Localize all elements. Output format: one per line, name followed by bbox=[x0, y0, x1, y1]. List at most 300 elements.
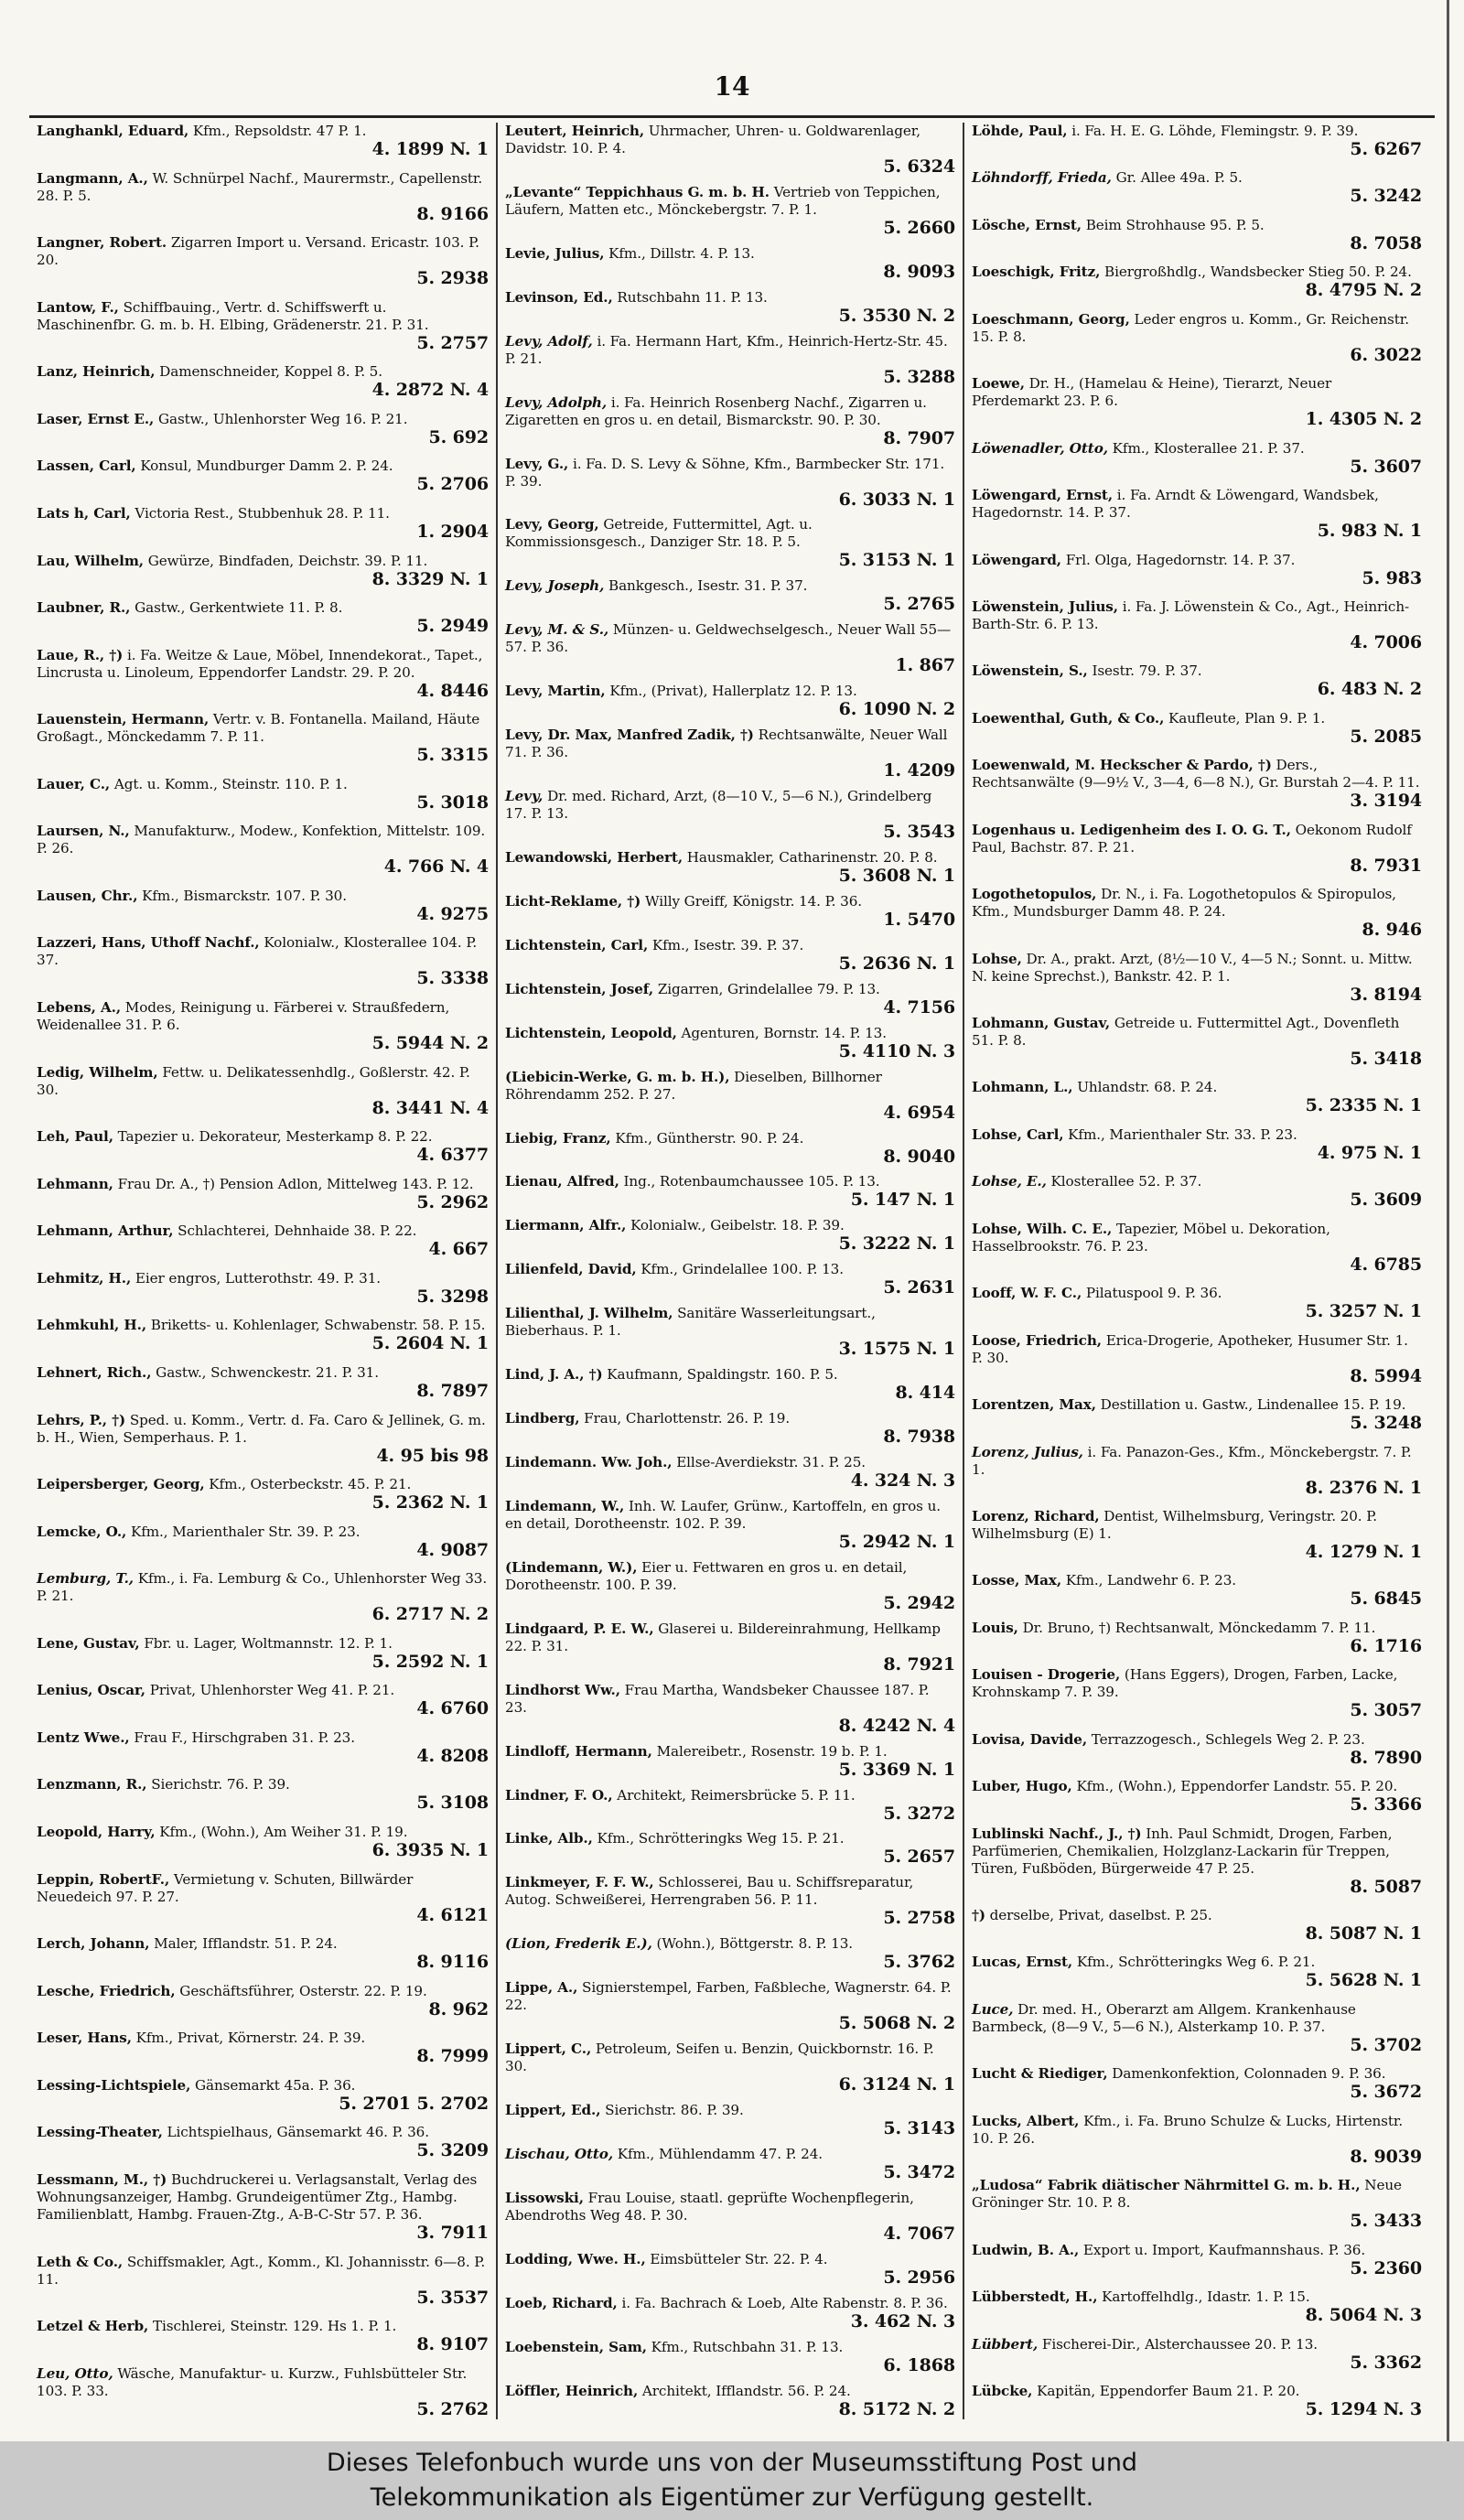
entry-phone: 6. 2717 N. 2 bbox=[371, 1604, 489, 1625]
entry-name: Lohse, bbox=[972, 950, 1022, 967]
directory-entry bbox=[37, 505, 489, 542]
entry-name: Lübberstedt, H., bbox=[972, 2288, 1098, 2306]
entry-phone: 5. 5068 N. 2 bbox=[838, 2013, 955, 2034]
entry-details: i. Fa. H. E. G. Löhde, Flemingstr. 9. P. 39. bbox=[1071, 123, 1359, 139]
entry-phone: 8. 5087 N. 1 bbox=[1305, 1923, 1422, 1944]
entry-phone: 5. 2942 N. 1 bbox=[838, 1531, 955, 1552]
entry-name: Lippert, Ed., bbox=[505, 2102, 601, 2119]
entry-phone: 5. 3433 bbox=[1350, 2211, 1422, 2232]
entry-name: Licht-Reklame, †) bbox=[505, 892, 641, 910]
entry-name: Lichtenstein, Carl, bbox=[505, 936, 649, 953]
entry-name: Lublinski Nachf., J., †) bbox=[972, 1825, 1142, 1842]
entry-name: Levy, M. & S., bbox=[505, 621, 609, 639]
directory-entry bbox=[505, 981, 955, 1018]
entry-phone: 5. 2362 N. 1 bbox=[371, 1492, 489, 1513]
entry-phone: 5. 3222 N. 1 bbox=[838, 1233, 955, 1255]
entry-phone: 5. 3298 bbox=[416, 1286, 489, 1307]
entry-name: Löwengard, Ernst, bbox=[972, 487, 1114, 504]
entry-details: Pilatuspool 9. P. 36. bbox=[1085, 1285, 1222, 1302]
entry-phone-row bbox=[37, 905, 489, 924]
entry-phone: 5. 3315 bbox=[416, 745, 489, 766]
entry-phone-row bbox=[505, 1804, 955, 1824]
entry-name: Lau, Wilhelm, bbox=[37, 552, 144, 569]
directory-entry bbox=[505, 1874, 955, 1928]
entry-phone-row bbox=[37, 1287, 489, 1307]
entry-details: i. Fa. Panazon-Ges., Kfm., Mönckebergstr. 7. P. 1. bbox=[972, 1443, 1412, 1478]
entry-name: Lentz Wwe., bbox=[37, 1728, 130, 1746]
entry-name: Lohmann, L., bbox=[972, 1079, 1073, 1096]
entry-details: Frau, Charlottenstr. 26. P. 19. bbox=[584, 1410, 791, 1427]
entry-phone-row bbox=[972, 410, 1422, 429]
entry-name: Lilienthal, J. Wilhelm, bbox=[505, 1305, 673, 1322]
entry-name: Looff, W. F. C., bbox=[972, 1285, 1082, 1302]
entry-name: Lorentzen, Max, bbox=[972, 1396, 1096, 1414]
entry-phone-row bbox=[505, 761, 955, 781]
entry-details: i. Fa. Weitze & Laue, Möbel, Innendekorat., Tapet., Lincrusta u. Linoleum, Eppendorfer Landstr. 29. P. 20. bbox=[37, 646, 483, 681]
directory-entry bbox=[972, 1015, 1422, 1069]
entry-phone-row bbox=[505, 307, 955, 326]
directory-entry bbox=[972, 2242, 1422, 2278]
directory-entry bbox=[505, 1410, 955, 1447]
entry-phone: 4. 6785 bbox=[1350, 1254, 1422, 1275]
directory-entry bbox=[972, 1825, 1422, 1897]
entry-phone-row bbox=[505, 219, 955, 238]
entry-phone: 4. 6760 bbox=[416, 1698, 489, 1719]
entry-details: Kfm., Landwehr 6. P. 23. bbox=[1065, 1572, 1236, 1589]
entry-phone-row bbox=[37, 793, 489, 813]
directory-entry bbox=[972, 662, 1422, 699]
entry-phone-row bbox=[37, 1240, 489, 1259]
entry-phone: 5. 2660 bbox=[883, 217, 955, 238]
directory-columns bbox=[29, 123, 1435, 2419]
directory-entry bbox=[505, 1173, 955, 1210]
entry-details: Biergroßhdlg., Wandsbecker Stieg 50. P. 24. bbox=[1104, 264, 1412, 281]
entry-phone: 5. 2706 bbox=[416, 474, 489, 495]
entry-name: Löhndorff, Frieda, bbox=[972, 169, 1112, 187]
entry-phone: 5. 692 bbox=[428, 426, 489, 447]
entry-name: Lilienfeld, David, bbox=[505, 1261, 637, 1278]
entry-name: Lorenz, Julius, bbox=[972, 1443, 1083, 1460]
entry-name: Logothetopulos, bbox=[972, 886, 1097, 903]
directory-entry bbox=[505, 621, 955, 675]
entry-details: Gastw., Schwenckestr. 21. P. 31. bbox=[156, 1363, 379, 1381]
entry-name: Louis, bbox=[972, 1619, 1018, 1636]
directory-entry bbox=[37, 1824, 489, 1860]
directory-entry bbox=[505, 456, 955, 510]
entry-phone-row bbox=[972, 1050, 1422, 1069]
entry-phone: 5. 1294 N. 3 bbox=[1305, 2398, 1422, 2419]
directory-entry bbox=[37, 553, 489, 589]
entry-phone: 4. 1279 N. 1 bbox=[1305, 1541, 1422, 1562]
entry-phone-row bbox=[972, 856, 1422, 876]
entry-phone-row bbox=[505, 1190, 955, 1210]
entry-details: Zigarren Import u. Versand. Ericastr. 103. P. 20. bbox=[37, 234, 479, 269]
entry-name: Leh, Paul, bbox=[37, 1128, 113, 1146]
entry-details: Kfm., i. Fa. Lemburg & Co., Uhlenhorster Weg 33. P. 21. bbox=[37, 1570, 488, 1605]
entry-name: Lindgaard, P. E. W., bbox=[505, 1620, 654, 1637]
entry-details: Getreide u. Futtermittel Agt., Dovenfleth 51. P. 8. bbox=[972, 1015, 1400, 1049]
entry-phone: 1. 867 bbox=[895, 655, 955, 676]
entry-phone-row bbox=[37, 857, 489, 877]
entry-phone: 4. 8446 bbox=[416, 680, 489, 701]
entry-phone: 8. 7890 bbox=[1350, 1747, 1422, 1768]
entry-details: Vertr. v. B. Fontanella. Mailand, Häute Großagt., Mönckedamm 7. P. 11. bbox=[37, 711, 480, 746]
directory-entry bbox=[37, 1635, 489, 1672]
entry-phone: 8. 946 bbox=[1362, 920, 1422, 941]
entry-phone: 8. 9107 bbox=[416, 2334, 489, 2355]
entry-phone-row bbox=[37, 1493, 489, 1513]
entry-phone: 5. 3362 bbox=[1350, 2352, 1422, 2373]
entry-phone-row bbox=[972, 2036, 1422, 2055]
entry-details: Destillation u. Gastw., Lindenallee 15. P. 19. bbox=[1100, 1396, 1406, 1414]
entry-name: Lehmann, bbox=[37, 1175, 113, 1192]
entry-details: Kolonialw., Klosterallee 104. P. 37. bbox=[37, 934, 478, 969]
entry-phone: 8. 9116 bbox=[416, 1952, 489, 1973]
entry-name: Lohse, Carl, bbox=[972, 1125, 1064, 1143]
entry-phone: 3. 7911 bbox=[416, 2222, 489, 2243]
entry-details: Kfm., Schrötteringks Weg 6. P. 21. bbox=[1076, 1954, 1316, 1971]
entry-name: Lehmitz, H., bbox=[37, 1269, 132, 1287]
entry-name: †) bbox=[972, 1907, 985, 1923]
entry-name: Lodding, Wwe. H., bbox=[505, 2250, 646, 2267]
entry-name: Lesche, Friedrich, bbox=[37, 1982, 176, 1999]
entry-details: Dr. med. H., Oberarzt am Allgem. Krankenhause Barmbeck, (8—9 V., 5—6 N.), Alsterkamp 10. P. 37. bbox=[972, 2000, 1356, 2035]
directory-entry bbox=[37, 888, 489, 924]
entry-details: Oekonom Rudolf Paul, Bachstr. 87. P. 21. bbox=[972, 821, 1412, 856]
entry-phone: 8. 962 bbox=[428, 1998, 489, 2019]
entry-details: Eier u. Fettwaren en gros u. en detail, Dorotheenstr. 100. P. 39. bbox=[505, 1558, 908, 1593]
directory-entry bbox=[505, 2146, 955, 2182]
entry-name: Löwenstein, S., bbox=[972, 662, 1088, 680]
entry-phone-row bbox=[972, 2400, 1422, 2419]
entry-name: Laubner, R., bbox=[37, 599, 131, 617]
directory-entry bbox=[37, 1128, 489, 1165]
entry-details: Uhrmacher, Uhren- u. Goldwarenlager, Davidstr. 10. P. 4. bbox=[505, 123, 920, 156]
entry-name: Leser, Hans, bbox=[37, 2030, 132, 2047]
directory-entry bbox=[37, 1317, 489, 1353]
entry-name: (Liebicin-Werke, G. m. b. H.), bbox=[505, 1068, 730, 1085]
entry-phone: 5. 147 N. 1 bbox=[850, 1190, 955, 1211]
entry-name: Lindberg, bbox=[505, 1410, 580, 1427]
directory-entry bbox=[505, 289, 955, 326]
entry-name: Levy, G., bbox=[505, 455, 569, 472]
entry-phone-row bbox=[505, 1147, 955, 1167]
entry-phone-row bbox=[37, 2000, 489, 2019]
entry-phone-row bbox=[505, 823, 955, 842]
entry-details: (Wohn.), Böttgerstr. 8. P. 13. bbox=[656, 1935, 854, 1953]
entry-phone: 5. 3472 bbox=[883, 2161, 955, 2182]
entry-phone: 5. 3257 N. 1 bbox=[1305, 1301, 1422, 1322]
entry-phone-row bbox=[972, 187, 1422, 206]
entry-phone-row bbox=[972, 792, 1422, 811]
directory-entry bbox=[37, 1935, 489, 1972]
entry-phone-row bbox=[505, 656, 955, 675]
entry-phone-row bbox=[505, 1533, 955, 1552]
entry-phone: 5. 3018 bbox=[416, 792, 489, 813]
entry-details: Buchdruckerei u. Verlagsanstalt, Verlag des Wohnungsanzeiger, Hambg. Grundeigentümer Ztg., Hambg. Familienblatt, Hambg. Frauen-Ztg., A-B-C-Str 57. P. 36. bbox=[37, 2170, 478, 2223]
entry-phone-row bbox=[37, 1841, 489, 1860]
entry-details: Kfm., Repsoldstr. 47 P. 1. bbox=[192, 123, 367, 139]
entry-phone-row bbox=[972, 2083, 1422, 2102]
directory-entry bbox=[505, 1261, 955, 1298]
entry-phone: 4. 9275 bbox=[416, 903, 489, 924]
directory-entry bbox=[505, 788, 955, 842]
entry-details: Agenturen, Bornstr. 14. P. 13. bbox=[681, 1024, 887, 1041]
entry-phone-row bbox=[505, 263, 955, 282]
entry-phone-row bbox=[505, 429, 955, 448]
directory-entry bbox=[37, 1064, 489, 1118]
entry-phone-row bbox=[37, 969, 489, 988]
entry-phone-row bbox=[37, 2288, 489, 2308]
entry-name: Lindhorst Ww., bbox=[505, 1681, 620, 1698]
entry-phone: 3. 8194 bbox=[1350, 984, 1422, 1005]
entry-details: Kfm., Privat, Körnerstr. 24. P. 39. bbox=[135, 2030, 366, 2047]
directory-entry bbox=[37, 123, 489, 159]
entry-details: Tischlerei, Steinstr. 129. Hs 1. P. 1. bbox=[152, 2318, 397, 2335]
entry-phone-row bbox=[37, 570, 489, 589]
entry-phone-row bbox=[37, 2400, 489, 2419]
entry-name: Langhankl, Eduard, bbox=[37, 123, 189, 139]
directory-entry bbox=[37, 2365, 489, 2419]
entry-phone: 4. 7067 bbox=[883, 2223, 955, 2244]
directory-entry bbox=[37, 1524, 489, 1560]
entry-details: Sped. u. Komm., Vertr. d. Fa. Caro & Jellinek, G. m. b. H., Wien, Semperhaus. P. 1. bbox=[37, 1411, 486, 1446]
entry-details: Terrazzogesch., Schlegels Weg 2. P. 23. bbox=[1091, 1730, 1365, 1748]
entry-details: Kartoffelhdlg., Idastr. 1. P. 15. bbox=[1102, 2288, 1310, 2306]
entry-details: Architekt, Reimersbrücke 5. P. 11. bbox=[617, 1786, 856, 1804]
entry-phone-row bbox=[37, 1447, 489, 1466]
entry-name: Lösche, Ernst, bbox=[972, 216, 1082, 233]
directory-entry bbox=[972, 487, 1422, 541]
directory-entry bbox=[505, 1682, 955, 1736]
entry-phone: 6. 483 N. 2 bbox=[1317, 679, 1422, 700]
directory-entry bbox=[505, 1743, 955, 1780]
directory-entry bbox=[505, 1498, 955, 1552]
entry-details: Lichtspielhaus, Gänsemarkt 46. P. 36. bbox=[167, 2124, 429, 2141]
directory-entry bbox=[505, 1621, 955, 1675]
header-rule bbox=[29, 115, 1435, 118]
directory-entry bbox=[972, 1396, 1422, 1433]
entry-details: Vertrieb von Teppichen, Läufern, Matten etc., Mönckebergstr. 7. P. 1. bbox=[505, 183, 941, 218]
directory-entry bbox=[972, 552, 1422, 588]
entry-details: Rutschbahn 11. P. 13. bbox=[617, 288, 768, 306]
entry-name: Lehmkuhl, H., bbox=[37, 1317, 147, 1334]
entry-name: Lausen, Chr., bbox=[37, 887, 138, 904]
directory-entry bbox=[505, 394, 955, 448]
entry-name: Lessmann, M., †) bbox=[37, 2170, 167, 2188]
directory-entry bbox=[37, 1476, 489, 1513]
entry-name: Lehrs, P., †) bbox=[37, 1411, 126, 1428]
entry-details: Schiffbauing., Vertr. d. Schiffswerft u. Maschinenfbr. G. m. b. H. Elbing, Grädenerstr. 21. P. 31. bbox=[37, 298, 429, 333]
entry-phone-row bbox=[972, 458, 1422, 477]
entry-phone-row bbox=[37, 1953, 489, 1972]
entry-details: Willy Greiff, Königstr. 14. P. 36. bbox=[644, 892, 862, 910]
entry-phone-row bbox=[505, 700, 955, 719]
directory-entry bbox=[37, 458, 489, 494]
entry-name: Ludwin, B. A., bbox=[972, 2241, 1080, 2258]
entry-phone: 1. 4305 N. 2 bbox=[1305, 409, 1422, 430]
directory-entry bbox=[37, 1871, 489, 1925]
entry-phone: 8. 7897 bbox=[416, 1380, 489, 1401]
entry-phone-row bbox=[972, 680, 1422, 699]
entry-phone: 6. 3935 N. 1 bbox=[371, 1840, 489, 1860]
directory-entry bbox=[972, 1954, 1422, 1990]
entry-phone: 4. 1899 N. 1 bbox=[371, 139, 489, 159]
entry-phone: 4. 2872 N. 4 bbox=[371, 380, 489, 401]
entry-name: Lemburg, T., bbox=[37, 1570, 134, 1588]
entry-phone: 5. 3338 bbox=[416, 968, 489, 989]
entry-phone: 4. 6377 bbox=[416, 1145, 489, 1166]
entry-phone: 4. 7156 bbox=[883, 996, 955, 1018]
directory-entry bbox=[505, 1787, 955, 1824]
entry-phone-row bbox=[972, 921, 1422, 940]
entry-phone-row bbox=[505, 1340, 955, 1359]
entry-details: Agt. u. Komm., Steinstr. 110. P. 1. bbox=[113, 775, 348, 792]
entry-phone-row bbox=[37, 334, 489, 353]
entry-phone: 5. 2765 bbox=[883, 594, 955, 615]
entry-details: Damenkonfektion, Colonnaden 9. P. 36. bbox=[1112, 2065, 1386, 2083]
directory-entry bbox=[972, 1173, 1422, 1210]
entry-name: Lübbert, bbox=[972, 2335, 1039, 2353]
directory-entry bbox=[505, 245, 955, 282]
entry-phone: 5. 2085 bbox=[1350, 726, 1422, 747]
directory-entry bbox=[505, 1935, 955, 1972]
entry-details: i. Fa. Arndt & Löwengard, Wandsbek, Hagedornstr. 14. P. 37. bbox=[972, 487, 1379, 522]
entry-phone: 8. 5172 N. 2 bbox=[838, 2398, 955, 2419]
entry-details: Uhlandstr. 68. P. 24. bbox=[1077, 1079, 1218, 1096]
entry-details: Kaufleute, Plan 9. P. 1. bbox=[1168, 709, 1326, 727]
entry-phone-row bbox=[505, 490, 955, 510]
directory-entry bbox=[505, 1979, 955, 2033]
entry-details: Eimsbütteler Str. 22. P. 4. bbox=[650, 2250, 828, 2267]
entry-name: Levy, Adolf, bbox=[505, 332, 593, 350]
entry-phone-row bbox=[972, 1749, 1422, 1768]
directory-entry bbox=[505, 2295, 955, 2332]
entry-details: Damenschneider, Koppel 8. P. 5. bbox=[159, 363, 382, 381]
entry-name: Lazzeri, Hans, Uthoff Nachf., bbox=[37, 934, 260, 952]
directory-entry bbox=[972, 1778, 1422, 1815]
directory-entry bbox=[505, 2041, 955, 2095]
directory-entry bbox=[972, 2288, 1422, 2325]
entry-name: Levy, Martin, bbox=[505, 683, 606, 700]
entry-details: Klosterallee 52. P. 37. bbox=[1050, 1173, 1202, 1190]
entry-details: Tapezier u. Dekorateur, Mesterkamp 8. P. 22. bbox=[117, 1128, 433, 1146]
entry-name: Lemcke, O., bbox=[37, 1523, 127, 1540]
directory-entry bbox=[505, 2383, 955, 2419]
directory-entry bbox=[972, 1444, 1422, 1498]
entry-details: i. Fa. Hermann Hart, Kfm., Heinrich-Hertz-Str. 45. P. 21. bbox=[505, 332, 948, 367]
entry-phone: 5. 3609 bbox=[1350, 1190, 1422, 1211]
entry-name: Levinson, Ed., bbox=[505, 288, 613, 306]
entry-name: Linkmeyer, F. F. W., bbox=[505, 1874, 654, 1891]
entry-name: Letzel & Herb, bbox=[37, 2318, 149, 2335]
entry-phone-row bbox=[972, 1589, 1422, 1609]
entry-phone: 5. 6267 bbox=[1350, 139, 1422, 159]
entry-details: Hausmakler, Catharinenstr. 20. P. 8. bbox=[686, 848, 938, 866]
entry-details: (Hans Eggers), Drogen, Farben, Lacke, Krohnskamp 7. P. 39. bbox=[972, 1666, 1398, 1701]
entry-phone-row bbox=[505, 2400, 955, 2419]
entry-name: Loewenwald, M. Heckscher & Pardo, †) bbox=[972, 757, 1272, 774]
directory-entry bbox=[505, 2251, 955, 2288]
entry-phone: 5. 2657 bbox=[883, 1847, 955, 1868]
entry-name: Lanz, Heinrich, bbox=[37, 363, 156, 381]
entry-name: Leutert, Heinrich, bbox=[505, 123, 645, 139]
entry-details: Neue Gröninger Str. 10. P. 8. bbox=[972, 2177, 1402, 2212]
entry-name: Levy, Adolph, bbox=[505, 393, 608, 411]
directory-entry bbox=[505, 849, 955, 886]
entry-phone-row bbox=[505, 1761, 955, 1780]
entry-phone: 8. 7999 bbox=[416, 2046, 489, 2067]
entry-phone-row bbox=[505, 1717, 955, 1736]
entry-phone-row bbox=[972, 1302, 1422, 1321]
entry-details: Kfm., Osterbeckstr. 45. P. 21. bbox=[209, 1476, 412, 1493]
directory-entry bbox=[37, 1983, 489, 2019]
entry-details: Dr. med. Richard, Arzt, (8—10 V., 5—6 N.), Grindelberg 17. P. 13. bbox=[505, 788, 932, 823]
entry-phone: 8. 5994 bbox=[1350, 1365, 1422, 1386]
entry-phone: 8. 2376 N. 1 bbox=[1305, 1477, 1422, 1498]
entry-name: Lantow, F., bbox=[37, 298, 119, 316]
entry-phone: 5. 5944 N. 2 bbox=[371, 1033, 489, 1053]
directory-entry bbox=[37, 599, 489, 636]
directory-entry bbox=[37, 1176, 489, 1212]
entry-phone: 8. 4242 N. 4 bbox=[838, 1715, 955, 1736]
directory-entry bbox=[505, 577, 955, 614]
entry-phone: 6. 1868 bbox=[883, 2354, 955, 2375]
entry-phone-row bbox=[37, 2047, 489, 2066]
entry-details: Bankgesch., Isestr. 31. P. 37. bbox=[608, 577, 808, 595]
entry-phone: 3. 3194 bbox=[1350, 791, 1422, 812]
entry-details: Dr. Bruno, †) Rechtsanwalt, Mönckedamm 7. P. 11. bbox=[1022, 1619, 1376, 1636]
entry-phone: 8. 9166 bbox=[416, 203, 489, 224]
entry-phone-row bbox=[37, 1653, 489, 1672]
directory-entry bbox=[505, 1559, 955, 1613]
entry-phone: 5. 3057 bbox=[1350, 1700, 1422, 1721]
footer-line-1: Dieses Telefonbuch wurde uns von der Museumsstiftung Post und bbox=[326, 2449, 1138, 2477]
column-3 bbox=[963, 123, 1429, 2419]
footer-line-2: Telekommunikation als Eigentümer zur Verfügung gestellt. bbox=[370, 2483, 1094, 2512]
entry-name: Lübcke, bbox=[972, 2382, 1033, 2399]
entry-phone-row bbox=[505, 910, 955, 930]
entry-name: Lenius, Oscar, bbox=[37, 1682, 145, 1699]
entry-details: Tapezier, Möbel u. Dekoration, Hasselbrookstr. 76. P. 23. bbox=[972, 1220, 1330, 1255]
entry-phone-row bbox=[972, 1479, 1422, 1498]
entry-name: Leu, Otto, bbox=[37, 2364, 113, 2382]
entry-phone-row bbox=[972, 1701, 1422, 1720]
entry-name: Lehnert, Rich., bbox=[37, 1363, 152, 1381]
page-number: 14 bbox=[714, 71, 750, 102]
entry-name: Losse, Max, bbox=[972, 1572, 1062, 1589]
entry-phone-row bbox=[37, 2335, 489, 2354]
entry-name: Levie, Julius, bbox=[505, 244, 605, 262]
entry-phone-row bbox=[972, 1255, 1422, 1275]
entry-phone: 5. 2360 bbox=[1350, 2257, 1422, 2278]
entry-phone: 5. 3762 bbox=[883, 1952, 955, 1973]
entry-details: Victoria Rest., Stubbenhuk 28. P. 11. bbox=[135, 504, 390, 522]
entry-phone: 4. 95 bis 98 bbox=[376, 1445, 489, 1466]
entry-phone-row bbox=[505, 1953, 955, 1972]
entry-details: Konsul, Mundburger Damm 2. P. 24. bbox=[140, 458, 393, 475]
directory-entry bbox=[37, 411, 489, 447]
entry-details: Kfm., i. Fa. Bruno Schulze & Lucks, Hirtenstr. 10. P. 26. bbox=[972, 2112, 1404, 2147]
entry-details: Petroleum, Seifen u. Benzin, Quickbornstr. 16. P. 30. bbox=[505, 2041, 934, 2075]
directory-entry bbox=[505, 1454, 955, 1491]
entry-phone: 5. 2949 bbox=[416, 616, 489, 637]
entry-phone: 8. 5064 N. 3 bbox=[1305, 2305, 1422, 2326]
entry-name: Lenzmann, R., bbox=[37, 1776, 147, 1793]
entry-name: Lindner, F. O., bbox=[505, 1786, 613, 1804]
entry-name: Lovisa, Davide, bbox=[972, 1730, 1088, 1748]
entry-phone-row bbox=[505, 1278, 955, 1298]
